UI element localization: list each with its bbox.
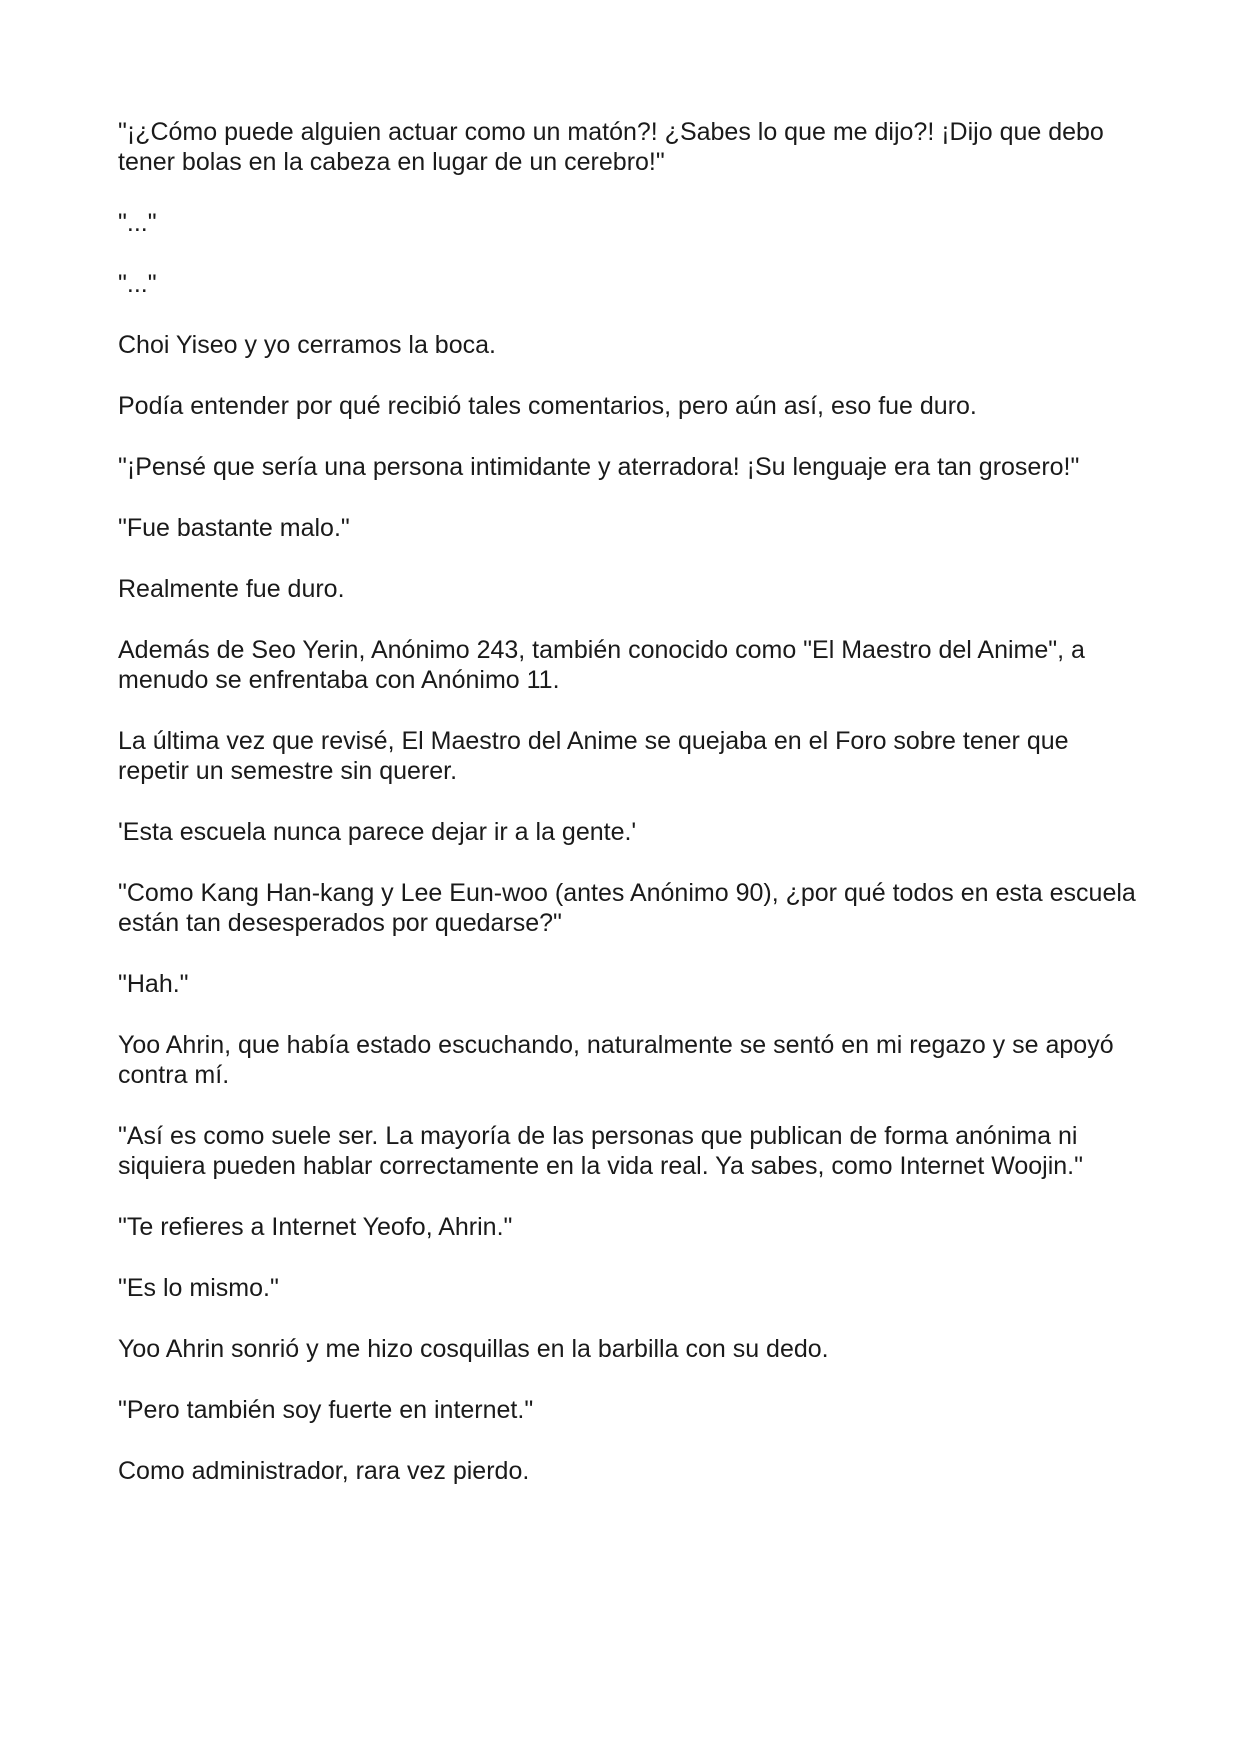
paragraph: "..." <box>118 209 157 237</box>
paragraph: "Como Kang Han-kang y Lee Eun-woo (antes Anónimo 90), ¿por qué todos en esta escuela están tan desesperados por quedarse?" <box>118 879 1136 937</box>
paragraph: 'Esta escuela nunca parece dejar ir a la gente.' <box>118 818 637 846</box>
paragraph: Realmente fue duro. <box>118 575 345 603</box>
paragraph: "Así es como suele ser. La mayoría de las personas que publican de forma anónima ni siquiera pueden hablar correctamente en la vida real. Ya sabes, como Internet Woojin." <box>118 1122 1083 1180</box>
paragraph: Además de Seo Yerin, Anónimo 243, también conocido como "El Maestro del Anime", a menudo se enfrentaba con Anónimo 11. <box>118 636 1085 694</box>
paragraph: "Hah." <box>118 970 189 998</box>
paragraph: "¡¿Cómo puede alguien actuar como un matón?! ¿Sabes lo que me dijo?! ¡Dijo que debo tener bolas en la cabeza en lugar de un cerebro!" <box>118 118 1104 176</box>
paragraph: "Te refieres a Internet Yeofo, Ahrin." <box>118 1213 513 1241</box>
paragraph: "..." <box>118 270 157 298</box>
paragraph: Como administrador, rara vez pierdo. <box>118 1457 530 1485</box>
paragraph: "Es lo mismo." <box>118 1274 279 1302</box>
paragraph: La última vez que revisé, El Maestro del Anime se quejaba en el Foro sobre tener que repetir un semestre sin querer. <box>118 727 1069 785</box>
paragraph: "Pero también soy fuerte en internet." <box>118 1396 534 1424</box>
paragraph: Podía entender por qué recibió tales comentarios, pero aún así, eso fue duro. <box>118 392 977 420</box>
paragraph: Choi Yiseo y yo cerramos la boca. <box>118 331 496 359</box>
document-body <box>118 117 1138 1517</box>
paragraph: Yoo Ahrin, que había estado escuchando, naturalmente se sentó en mi regazo y se apoyó contra mí. <box>118 1031 1114 1089</box>
paragraph: Yoo Ahrin sonrió y me hizo cosquillas en la barbilla con su dedo. <box>118 1335 829 1363</box>
paragraph: "Fue bastante malo." <box>118 514 350 542</box>
paragraph: "¡Pensé que sería una persona intimidante y aterradora! ¡Su lenguaje era tan grosero!" <box>118 453 1080 481</box>
